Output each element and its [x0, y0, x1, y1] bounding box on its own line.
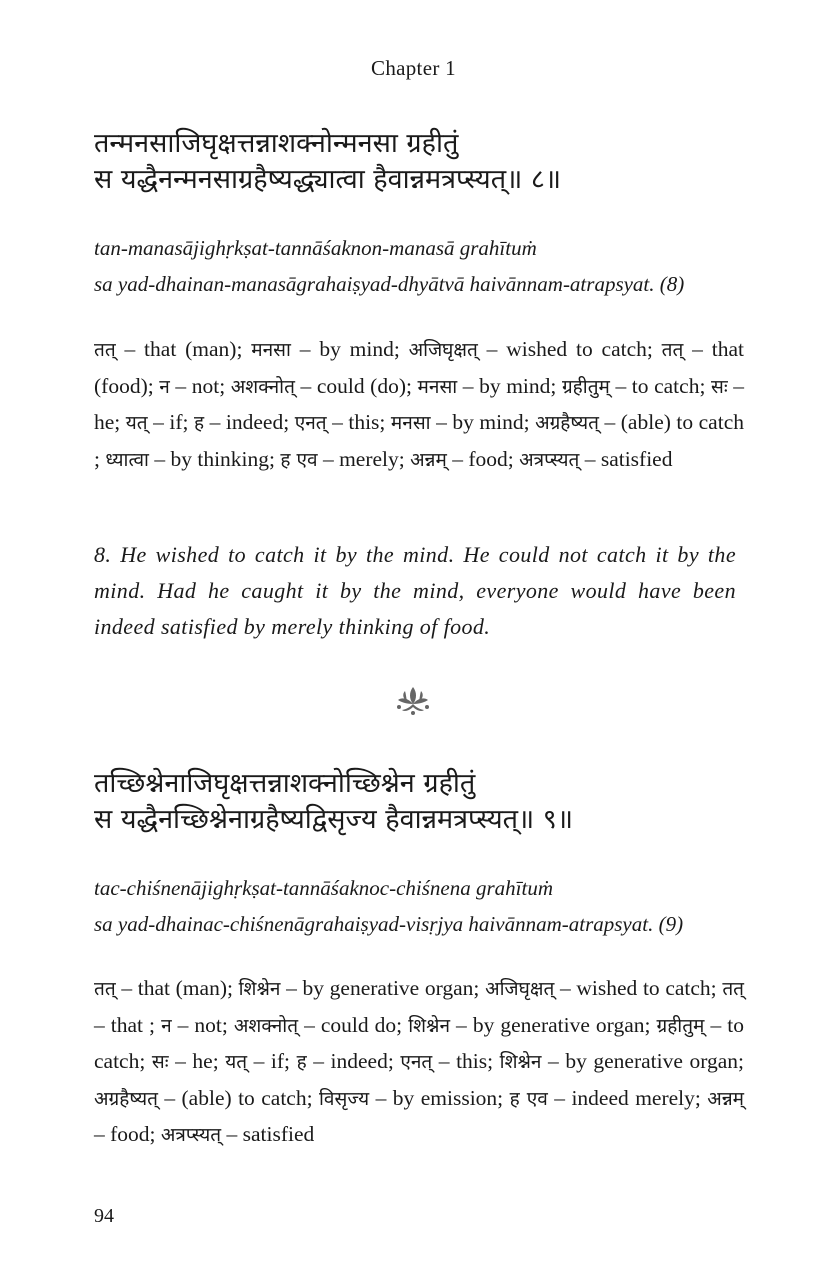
gloss-meaning: – could do;	[298, 1012, 409, 1037]
gloss-term: तत्	[722, 978, 744, 1000]
verse-9-transliteration	[94, 870, 754, 942]
gloss-meaning: – satisfied	[221, 1122, 315, 1146]
gloss-term: मनसा	[417, 375, 458, 398]
gloss-meaning: – by generative organ;	[541, 1049, 744, 1073]
gloss-meaning: – by mind;	[457, 373, 562, 398]
gloss-term: तत्	[661, 339, 684, 361]
gloss-term: न	[161, 1014, 172, 1037]
gloss-term: अशक्नोत्	[230, 375, 295, 398]
gloss-term: मनसा	[390, 412, 431, 434]
gloss-meaning: – by mind;	[290, 337, 409, 361]
gloss-term: यत्	[125, 412, 148, 434]
gloss-meaning: – wished to catch;	[477, 337, 662, 361]
verse-9-sanskrit	[94, 766, 754, 838]
gloss-meaning: – merely;	[317, 446, 411, 471]
gloss-term: एनत्	[400, 1051, 433, 1073]
gloss-term: अग्रहैष्यत्	[94, 1087, 158, 1110]
gloss-term: ह	[296, 1051, 307, 1073]
gloss-meaning: – indeed merely;	[547, 1085, 708, 1110]
verse-8-word-gloss	[94, 332, 744, 478]
gloss-meaning: – that (man);	[115, 976, 239, 1000]
gloss-meaning: – indeed;	[306, 1049, 401, 1073]
gloss-meaning: – indeed;	[204, 410, 295, 434]
gloss-term: ह	[194, 412, 205, 434]
gloss-term: ह एव	[509, 1087, 548, 1110]
gloss-term: ह एव	[280, 448, 318, 471]
verse-9-sanskrit-line-1: तच्छिश्नेनाजिघृक्षत्तन्नाशक्नोच्छिश्नेन ग्रहीतुं	[94, 768, 476, 799]
running-header: Chapter 1	[371, 56, 456, 80]
gloss-term: अत्रप्स्यत्	[160, 1124, 222, 1146]
gloss-meaning: – food;	[94, 1122, 161, 1146]
gloss-meaning: – that (food);	[94, 337, 744, 398]
gloss-meaning: – to catch;	[94, 1012, 744, 1073]
gloss-meaning: – if;	[247, 1049, 297, 1073]
verse-8-sanskrit	[94, 126, 754, 198]
verse-8-transliteration	[94, 230, 754, 302]
gloss-meaning: – wished to catch;	[554, 976, 723, 1000]
gloss-meaning: – this;	[432, 1049, 500, 1073]
gloss-meaning: – by emission;	[369, 1085, 510, 1110]
gloss-meaning: – by thinking;	[148, 446, 281, 471]
gloss-term: विसृज्य	[318, 1087, 370, 1110]
floral-ornament-icon	[393, 683, 433, 717]
gloss-meaning: – could (do);	[294, 373, 418, 398]
gloss-meaning: – not;	[169, 373, 231, 398]
verse-9-translit-line-1: tac-chiśnenājighṛkṣat-tannāśaknoc-chiśnena grahītuṁ	[94, 876, 554, 900]
gloss-meaning: – to catch;	[609, 373, 711, 398]
gloss-term: अत्रप्स्यत्	[519, 448, 580, 471]
gloss-term: अन्नम्	[707, 1087, 745, 1110]
gloss-meaning: – that ;	[94, 1012, 162, 1037]
page-number: 94	[94, 1205, 114, 1227]
gloss-meaning: – food;	[446, 446, 520, 471]
gloss-term: अशक्नोत्	[233, 1014, 299, 1037]
gloss-meaning: – he;	[168, 1049, 226, 1073]
gloss-term: ध्यात्वा	[105, 448, 149, 471]
gloss-term: मनसा	[251, 339, 291, 361]
gloss-meaning: – he;	[94, 373, 745, 434]
verse-8-sanskrit-line-1: तन्मनसाजिघृक्षत्तन्नाशक्नोन्मनसा ग्रहीतुं	[94, 128, 459, 159]
gloss-term: यत्	[225, 1051, 248, 1073]
gloss-term: अजिघृक्षत्	[408, 339, 478, 361]
verse-8-translit-line-1: tan-manasājighṛkṣat-tannāśaknon-manasā grahītuṁ	[94, 236, 537, 260]
gloss-term: सः	[151, 1051, 169, 1073]
gloss-meaning: – (able) to catch ;	[94, 410, 744, 471]
gloss-term: शिश्नेन	[238, 978, 281, 1000]
gloss-meaning: – if;	[147, 410, 195, 434]
gloss-term: तत्	[94, 978, 116, 1000]
gloss-term: न	[159, 375, 170, 398]
gloss-meaning: – by generative organ;	[280, 976, 486, 1000]
verse-9-word-gloss	[94, 971, 744, 1154]
verse-9-sanskrit-line-2: स यद्धैनच्छिश्नेनाग्रहैष्यद्विसृज्य हैवान्नमत्रप्स्यत्॥ ९॥	[94, 804, 574, 835]
gloss-meaning: – satisfied	[579, 446, 673, 471]
gloss-term: ग्रहीतुम्	[561, 375, 610, 398]
gloss-term: तत्	[94, 339, 116, 361]
gloss-term: अन्नम्	[410, 448, 447, 471]
gloss-meaning: – (able) to catch;	[157, 1085, 319, 1110]
gloss-meaning: – not;	[171, 1012, 234, 1037]
gloss-meaning: – by mind;	[430, 410, 536, 434]
verse-8-translit-line-2: sa yad-dhainan-manasāgrahaiṣyad-dhyātvā haivānnam-atrapsyat. (8)	[94, 272, 685, 296]
gloss-meaning: – by generative organ;	[450, 1012, 657, 1037]
gloss-meaning: – this;	[326, 410, 391, 434]
gloss-term: एनत्	[294, 412, 327, 434]
gloss-term: सः	[711, 375, 728, 398]
gloss-term: शिश्नेन	[408, 1014, 451, 1037]
gloss-term: शिश्नेन	[499, 1051, 542, 1073]
verse-8-translation: 8. He wished to catch it by the mind. He could not catch it by the mind. Had he caught it by the mind, everyone would have been indeed satisfied by merely thinking of food.	[94, 542, 736, 639]
gloss-term: ग्रहीतुम्	[656, 1014, 705, 1037]
verse-9-translit-line-2: sa yad-dhainac-chiśnenāgrahaiṣyad-visṛjya haivānnam-atrapsyat. (9)	[94, 912, 684, 936]
verse-8-sanskrit-line-2: स यद्धैनन्मनसाग्रहैष्यद्ध्यात्वा हैवान्नमत्रप्स्यत्॥ ८॥	[94, 164, 562, 195]
gloss-meaning: – that (man);	[115, 337, 252, 361]
gloss-term: अग्रहैष्यत्	[535, 412, 599, 434]
gloss-term: अजिघृक्षत्	[485, 978, 555, 1000]
